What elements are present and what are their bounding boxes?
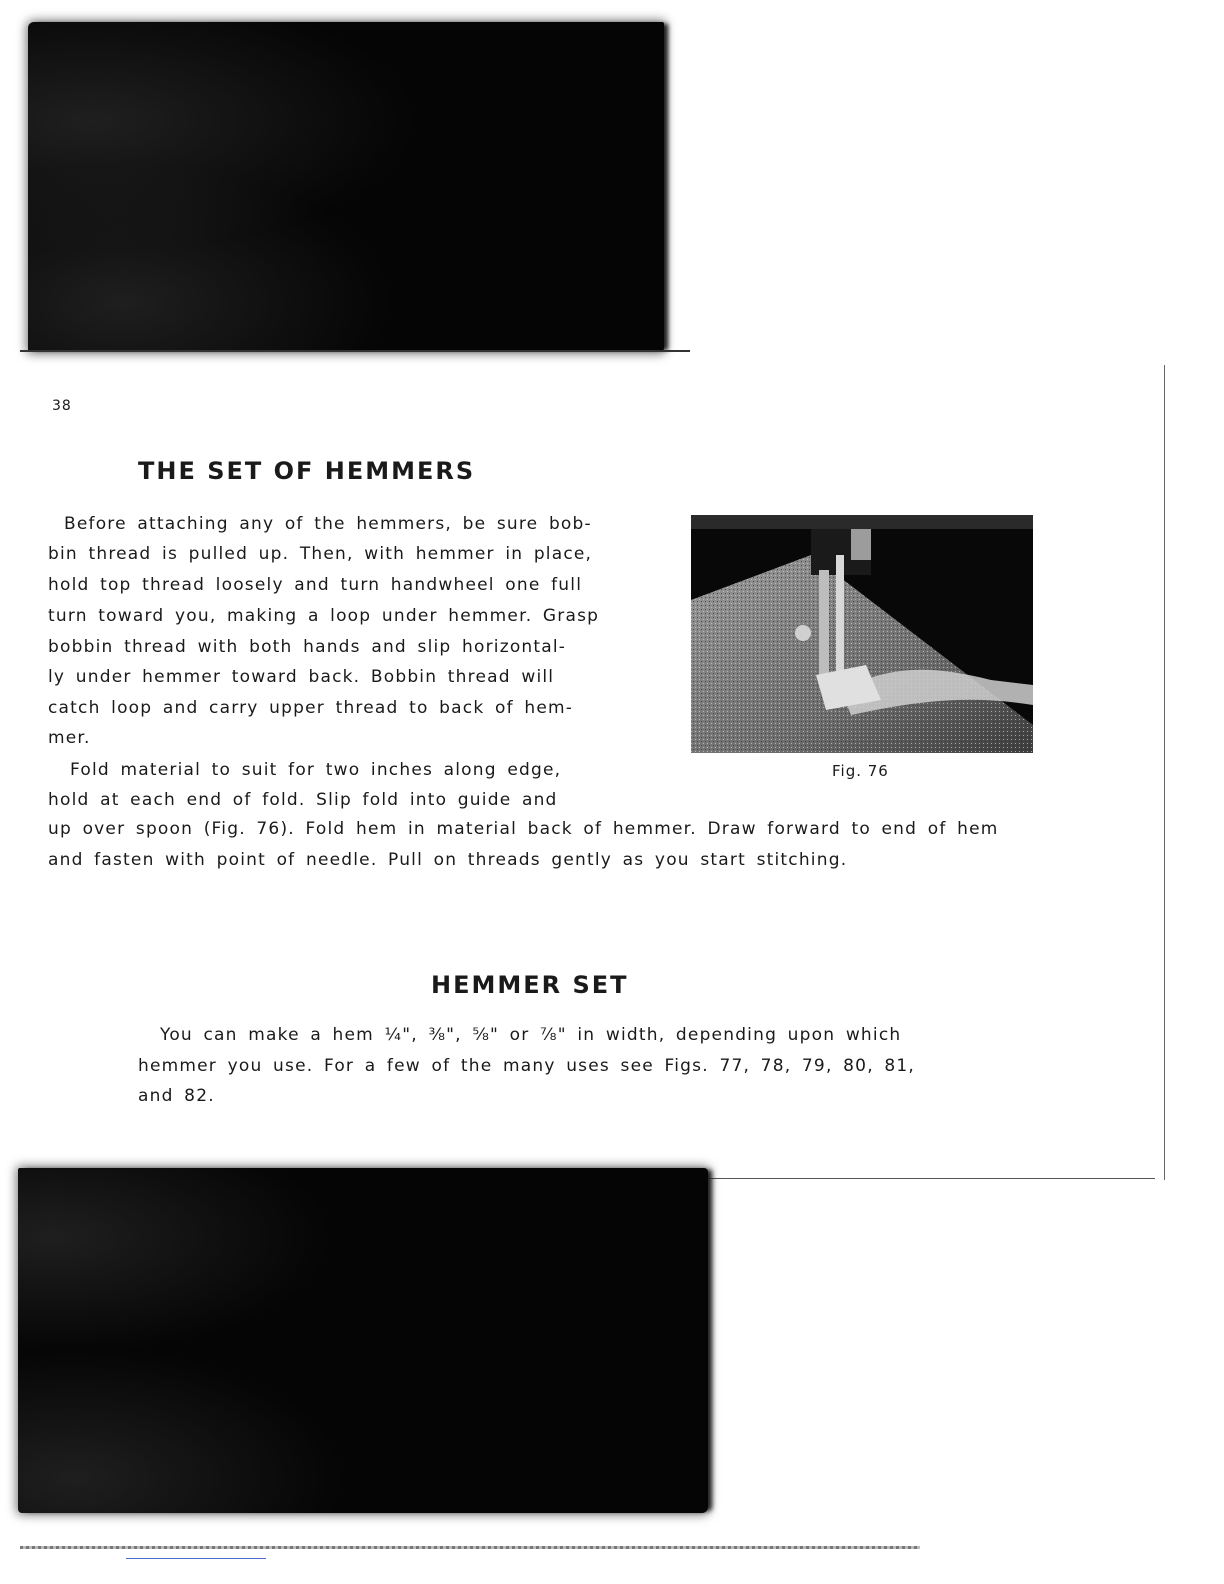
section-heading-hemmer-set: HEMMER SET xyxy=(431,971,629,999)
figure-76-hemmer-photo xyxy=(691,515,1033,753)
paragraph-line: catch loop and carry upper thread to back of hem- xyxy=(48,698,574,718)
scan-rule-top xyxy=(20,350,690,352)
scan-rule-right xyxy=(1164,365,1165,1180)
paragraph-line: and 82. xyxy=(138,1086,215,1106)
section-heading-set-of-hemmers: THE SET OF HEMMERS xyxy=(138,457,476,485)
paragraph-line: mer. xyxy=(48,728,91,748)
page-number: 38 xyxy=(52,398,72,414)
paragraph-line: hold top thread loosely and turn handwheel one full xyxy=(48,575,583,595)
paragraph-line: turn toward you, making a loop under hemmer. Grasp xyxy=(48,606,600,626)
paragraph-line: You can make a hem ¼", ⅜", ⅝" or ⅞" in width, depending upon which xyxy=(160,1025,902,1045)
scan-rule-bottom xyxy=(20,1546,920,1549)
paragraph-line: and fasten with point of needle. Pull on threads gently as you start stitching. xyxy=(48,850,848,870)
scan-blotch-top xyxy=(28,22,664,352)
paragraph-line: Before attaching any of the hemmers, be sure bob- xyxy=(64,514,592,534)
scan-blotch-bottom xyxy=(18,1168,708,1513)
figure-caption: Fig. 76 xyxy=(832,762,889,780)
paragraph-line: ly under hemmer toward back. Bobbin thread will xyxy=(48,667,555,687)
paragraph-line: bobbin thread with both hands and slip horizontal- xyxy=(48,637,567,657)
scan-rule-middle xyxy=(700,1178,1155,1179)
paragraph-line: hemmer you use. For a few of the many uses see Figs. 77, 78, 79, 80, 81, xyxy=(138,1056,916,1076)
paragraph-line: hold at each end of fold. Slip fold into guide and xyxy=(48,790,558,810)
paragraph-line: bin thread is pulled up. Then, with hemmer in place, xyxy=(48,544,593,564)
hemmer-photo-illustration xyxy=(691,515,1033,753)
paragraph-line: up over spoon (Fig. 76). Fold hem in material back of hemmer. Draw forward to end of hem xyxy=(48,819,999,839)
scan-rule-blue xyxy=(126,1558,266,1559)
paragraph-line: Fold material to suit for two inches along edge, xyxy=(70,760,562,780)
